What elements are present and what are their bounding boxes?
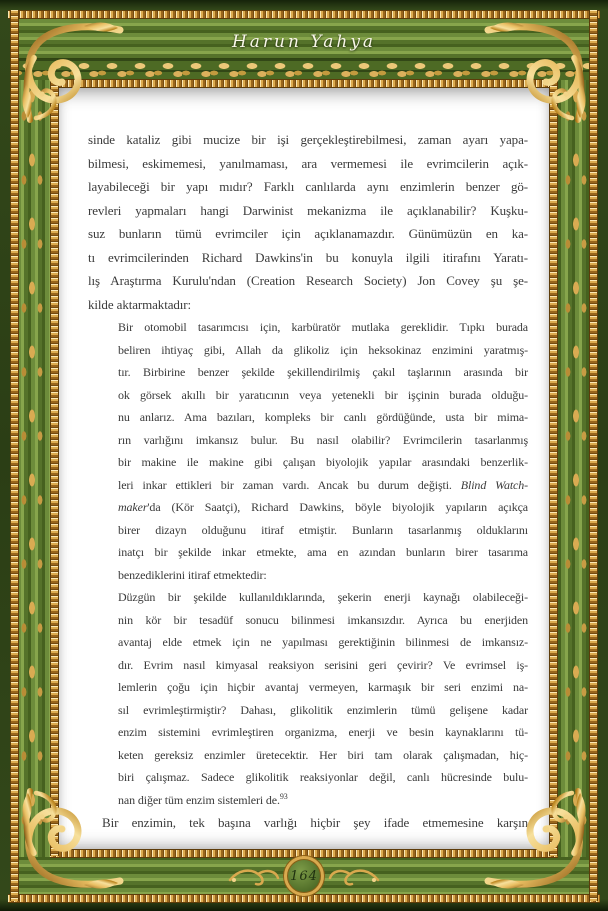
text-line: enzim sistemini evrimleştiren organizma, enerji ve besin kaynaklarını tü- <box>118 725 528 739</box>
text-line: nin kör bir tesadüf sonucu bilinmesi imkansızdır. Ayrıca bu enerjiden <box>118 612 528 627</box>
footer-flourish-icon <box>228 866 280 888</box>
text-line: Düzgün bir şekilde kullanıldıklarında, şekerin enerji kaynağı olabileceği- <box>118 590 528 604</box>
text-line: bir makine ile makine gibi çalışan biyolojik yapılar arasındaki benzerlik- <box>118 455 528 469</box>
beaded-rope-inner-left <box>50 80 59 856</box>
text-line: Bir enzimin, tek başına varlığı hiçbir şey ifade etmemesine karşın <box>102 815 528 830</box>
text-line: maker'da (Kör Saatçi), Richard Dawkins, böyle biyolojik yapıların açıkça <box>118 500 528 514</box>
corner-scroll-ornament-icon <box>483 20 588 125</box>
text-line: sinde kataliz gibi mucize bir işi gerçekleştirebilmesi, zaman ayarı yapa- <box>88 132 528 147</box>
text-line: Bir otomobil tasarımcısı için, karbüratör mutlaka gereklidir. Tıpkı burada <box>118 320 528 334</box>
corner-scroll-ornament-icon <box>483 786 588 891</box>
text-line: birer dizayn olduğunu itiraf etmiştir. Bunların tasarlanmış olduklarını <box>118 522 528 537</box>
beaded-rope-outer-top <box>8 10 600 19</box>
text-line: avantaj elde etmek için ne yapılması gerektiğinin bilinmesi de imkansız- <box>118 635 528 649</box>
footer-flourish-icon <box>328 866 380 888</box>
corner-scroll-ornament-icon <box>20 786 125 891</box>
paragraph-quote-covey <box>118 316 528 586</box>
corner-scroll-ornament-icon <box>20 20 125 125</box>
paragraph-quote-glycolysis <box>118 586 528 811</box>
text-line: biri çalışmaz. Sadece glikolitik reaksiyonlar değil, canlı hücresinde bulu- <box>118 770 528 784</box>
text-line: kilde aktarmaktadır: <box>88 296 192 312</box>
text-line: nan diğer tüm enzim sistemleri de.$^{93}$ <box>118 791 288 807</box>
page-content <box>57 87 551 849</box>
text-line: lış Araştırma Kurulu'ndan (Creation Research Society) Jon Covey şu şe- <box>88 273 528 288</box>
beaded-rope-outer-left <box>10 10 19 901</box>
text-column <box>88 128 528 835</box>
text-line: dır. Evrim nasıl kimyasal reaksiyon serisini geri çevirir? Ve evrimsel iş- <box>118 657 528 672</box>
paragraph-body-continued <box>88 811 528 835</box>
beaded-rope-inner-top <box>50 79 558 88</box>
text-line: suz bunların tümü evrimciler için açıklanamazdır. Günümüzün en ka- <box>88 226 528 241</box>
text-line: nu anlarız. Ama bazıları, kompleks bir canlı gördüğünde, usta bir mima- <box>118 410 528 424</box>
text-line: lemlerin çoğu için hiçbir avantaj vermeyen, karmaşık bir seri enzimi na- <box>118 680 528 694</box>
text-line: tır. Birbirine benzer şekilde şekillendirilmiş çakıl taşlarının arasında bir <box>118 365 528 379</box>
text-line: layabileceği bir yapı mıdır? Farklı canlılarda aynı enzimlerin benzer gö- <box>88 179 528 194</box>
running-header-title: Harun Yahya <box>231 32 377 52</box>
beaded-rope-inner-right <box>549 80 558 856</box>
text-line: tı evrimcilerinden Richard Dawkins'in bu konuyla ilgili itirafını Yaratı- <box>88 249 528 265</box>
page-number: 164 <box>290 868 318 884</box>
frame-band-left <box>14 16 50 895</box>
text-line: sıl evrimleştirmiştir? Dahası, glikolitik enzimlerin tümü gelişene kadar <box>118 702 528 717</box>
beaded-rope-outer-right <box>589 10 598 901</box>
page-number-medallion <box>284 856 324 896</box>
text-line: beliren ihtiyaç gibi, Allah da glikoliz için heksokinaz enzimini yaratmış- <box>118 342 528 357</box>
paragraph-body <box>88 128 528 316</box>
text-line: rın varlığını imkansız bulur. Bu nasıl olabilir? Evrimcilerin tasarlanmış <box>118 432 528 447</box>
text-line: leri inkar ettikleri bir zaman vardı. Ancak bu durum değişti. Blind Watch- <box>118 477 529 492</box>
text-line: inatçı bir şekilde inkar etmekte, ama en azından bunların birer tasarıma <box>118 545 528 559</box>
text-line: ok görsek akıllı bir yaratıcının veya yetenekli bir işçinin burada olduğu- <box>118 387 528 402</box>
text-line: keten gereksiz enzimler üretecektir. Her biri tam olarak çalışmadan, hiç- <box>118 747 528 762</box>
text-line: benzediklerini itiraf etmektedir: <box>118 567 267 582</box>
text-line: bilmesi, eskimemesi, yanılmaması, ara vermemesi ile evrimcilerin açık- <box>88 155 528 171</box>
text-line: revleri yapmaları hangi Darwinist mekanizma ile açıklanabilir? Kuşku- <box>88 202 528 218</box>
